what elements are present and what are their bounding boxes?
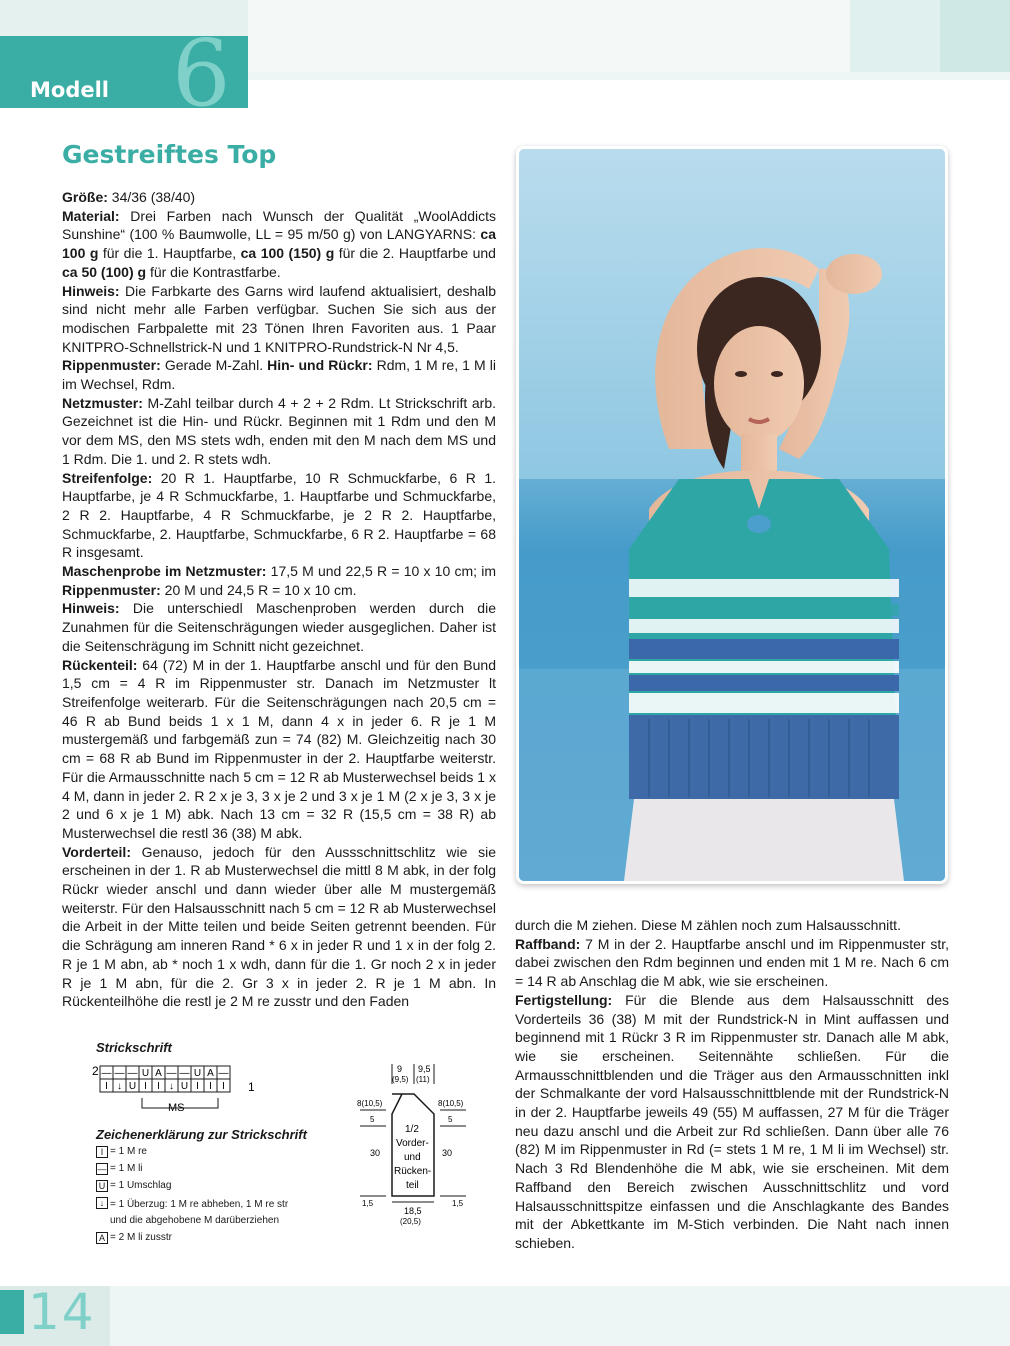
paragraph-material: Material: Drei Farben nach Wunsch der Qualität „WoolAddicts Sunshine“ (100 % Baumwolle, LL = 95 m/50 g) von LANGYARNS: ca 100 g für die 1. Hauptfarbe, ca 100 (150) g für die 2. Hauptfarbe und ca 50 (100) g für die Kontrastfarbe. [62,207,496,280]
right-text-column [515,916,949,1253]
chart-grid [100,1066,230,1092]
paragraph-stripes: Streifenfolge: 20 R 1. Hauptfarbe, 10 R Schmuckfarbe, 6 R 1. Hauptfarbe, je 4 R Schmuckfarbe, 1. Hauptfarbe und Schmuckfarbe, 2 R 2. Hauptfarbe, 4 R Schmuckfarbe, je 2 R 2. Hauptfarbe, Schmuckfarbe, 2. Hauptfarbe, Schmuckfarbe, 6 R 2. Hauptfarbe = 68 R insgesamt. [62,469,496,561]
legend-item-slip-over: ↓ = 1 Überzug: 1 M re abheben, 1 M re str und die abgehobene M darüberziehen [96,1197,306,1229]
schematic-center-line-1: Vorder- [396,1138,429,1149]
header-stripe [940,0,1010,72]
schematic-left-armhole: 8(10,5) [357,1099,383,1108]
chart-cell-symbol: — [179,1068,190,1079]
schematic-right-15: 1,5 [452,1199,464,1208]
chart-cell-symbol: ↓ [117,1081,122,1092]
chart-cell-symbol: ↓ [169,1081,174,1092]
schematic-top-left: 9 [397,1064,403,1074]
model-photo [516,146,948,884]
page-number-bar [0,1290,24,1334]
chart-row-label-2: 2 [92,1064,99,1078]
chart-cell-symbol: — [127,1068,138,1079]
purl-symbol-icon: — [97,1164,107,1174]
chart-cell-symbol: A [207,1068,214,1079]
slip-over-symbol-icon: ↓ [96,1197,108,1209]
chart-row-label-1: 1 [248,1080,255,1094]
legend-item-purl-two: A = 2 M li zusstr [96,1232,172,1244]
purl-two-together-symbol-icon: A [96,1232,108,1244]
left-text-column [62,188,496,1011]
legend-title: Zeichenerklärung zur Strickschrift [96,1127,307,1142]
chart-cell-symbol: I [209,1081,212,1092]
chart-cell-symbol: U [193,1068,202,1079]
chart-cell-symbol: I [105,1081,108,1092]
schematic-right-5: 5 [448,1115,453,1124]
schematic-top-left-sub: (9,5) [392,1075,409,1084]
chart-cell-symbol: U [128,1081,137,1092]
schematic-top-right-sub: (11) [416,1075,430,1084]
model-photo-illustration [519,149,945,881]
footer-band [0,1283,1010,1346]
chart-cell-symbol: I [157,1081,160,1092]
schematic-bottom: 18,5 [404,1206,422,1216]
knitting-chart [90,1062,270,1116]
paragraph-size: Größe: 34/36 (38/40) [62,189,196,205]
schematic-right-armhole: 8(10,5) [438,1099,464,1108]
garment-schematic [356,1060,476,1230]
schematic-right-30: 30 [442,1148,453,1158]
legend-item-purl: — = 1 M li [97,1163,143,1174]
page-title: Gestreiftes Top [62,140,277,169]
schematic-left-5: 5 [370,1115,375,1124]
paragraph-back: Rückenteil: 64 (72) M in der 1. Hauptfarbe anschl und für den Bund 1,5 cm = 4 R im Rippenmuster str. Danach im Netzmuster lt Streifenfolge weiterarb. Für die Seitenschrägungen nach 20,5 cm = 46 R ab Bund beids 1 x 1 M, dann 4 x in jeder 6. R je 1 M mustergemäß und farbgemäß zun = 74 (82) M. Gleichzeitig nach 30 cm = 68 R ab Bund im Rippenmuster in der 2. Hauptfarbe weiterstr. Für die Armausschnitte nach 5 cm = 12 R ab Musterwechsel beids 1 x 4 M, dann in jeder 2. R 2 x je 3, 3 x je 2 und 3 x je 1 M (2 x je 3, 3 x je 2 und 6 x je 1 M) abk. Nach 13 cm = 32 R (15,5 cm = 38 R) ab Musterwechsel die restl 36 (38) M abk. [62,656,496,841]
paragraph-finishing: Fertigstellung: Für die Blende aus dem Halsausschnitt des Vorderteils 36 (38) M mit der Rundstrick-N in Mint auffassen und beginnend mit 1 Rückr 3 R im Rippenmuster str. Danach alle M abk, wie sie erscheinen. Seitennähte schließen. Für die Armausschnittblenden und die Träger aus den Armausschnitten inkl der Schmalkante der vord Halsausschnittblende mit der Rundstrick-N in der 2. Hauptfarbe jeweils 49 (55) M auffassen, 27 M für die Träger neu dazu anschl und die Arbeit zur Rd schließen. Dann über alle 76 (82) M im Rippenmuster in Rd (= stets 1 M re, 1 M li im Wechsel) str. Nach 3 Rd Blendenhöhe die M abk, wie sie erscheinen. Mit dem Raffband den Bereich zwischen Ausschnittschlitz und vord Halsausschnittspitze einfassen und die Anschlagkante des Bandes mit der Abkettkante im M-Stich verbinden. Die Naht nach innen schieben. [515,991,949,1251]
paragraph-band: Raffband: 7 M in der 2. Hauptfarbe anschl und im Rippenmuster str, dabei zwischen den Rdm beginnen und enden mit 1 M re. Nach 6 cm = 14 R ab Anschlag die M abk, wie sie erscheinen. [515,935,949,990]
paragraph-hint-2: Hinweis: Die unterschiedl Maschenproben werden durch die Zunahmen für die Seitenschrägungen wieder ausgeglichen. Daher ist die Seitenschrägung im Schnitt nicht gezeichnet. [62,600,496,654]
paragraph-net-pattern: Netzmuster: M-Zahl teilbar durch 4 + 2 + 2 Rdm. Lt Strickschrift arb. Gezeichnet ist die Hin- und Rückr. Beginnen mit 1 Rdm und den M vor dem MS, den MS stets wdh, enden mit den M nach dem MS und 1 Rdm. Die 1. und 2. R stets wdh. [62,394,496,467]
chart-cell-symbol: — [101,1068,112,1079]
schematic-center-half: 1/2 [405,1124,419,1135]
chart-cell-symbol: A [155,1068,162,1079]
yarn-over-symbol-icon: U [96,1180,108,1192]
schematic-left-15: 1,5 [362,1199,374,1208]
paragraph-hint: Hinweis: Die Farbkarte des Garns wird laufend aktualisiert, deshalb sind nicht mehr alle Farben verfügbar. Suchen Sie sich aus der modischen Farbpalette mit 23 Tönen Ihren Favoriten aus. 1 Paar KNITPRO-Schnellstrick-N und 1 KNITPRO-Rundstrick-N Nr 4,5. [62,282,496,355]
paragraph-front: Vorderteil: Genauso, jedoch für den Aussschnittschlitz wie sie erscheinen in der 1. R ab Musterwechsel die mittl 8 M abk, in der folg Rückr wieder anschl und dann wieder über alle M mustergemäß weiterstr. Für den Halsausschnitt nach 5 cm = 12 R ab Musterwechsel die Arbeit in der Mitte teilen und beide Seiten getrennt beenden. Für die Schrägung am inneren Rand * 6 x in jeder R und 1 x in der folg 2. R je 1 M abn, ab * noch 1 x wdh, dann für die 1. Gr noch 2 x in jeder R je 1 M abn, für die 2. Gr 3 x in jeder 2. R je 1 M abn. In Rückenteilhöhe die restl je 2 M re zusstr und den Faden [62,843,496,1010]
paragraph-continued: durch die M ziehen. Diese M zählen noch zum Halsausschnitt. [515,917,901,933]
schematic-top-right: 9,5 [418,1064,431,1074]
schematic-center-line-3: Rücken- [394,1166,432,1177]
page-number: 14 [28,1283,96,1341]
schematic-bottom-sub: (20,5) [400,1217,421,1226]
chart-title: Strickschrift [96,1040,172,1055]
chart-cell-symbol: I [196,1081,199,1092]
modell-label: Modell [30,78,109,102]
chart-cell-symbol: — [166,1068,177,1079]
chart-cell-symbol: U [180,1081,189,1092]
legend-item-yarn-over: U = 1 Umschlag [96,1180,171,1192]
chart-cell-symbol: — [218,1068,229,1079]
knit-symbol-icon: I [96,1146,108,1158]
legend-item-knit: I = 1 M re [96,1146,147,1158]
schematic-center-line-2: und [404,1152,421,1163]
paragraph-gauge: Maschenprobe im Netzmuster: 17,5 M und 22,5 R = 10 x 10 cm; im Rippenmuster: 20 M und 24,5 R = 10 x 10 cm. [62,563,496,598]
schematic-center-line-4: teil [406,1180,419,1191]
schematic-left-30: 30 [370,1148,381,1158]
paragraph-rib-pattern: Rippenmuster: Gerade M-Zahl. Hin- und Rückr: Rdm, 1 M re, 1 M li im Wechsel, Rdm. [62,357,496,393]
chart-cell-symbol: I [144,1081,147,1092]
chart-cell-symbol: I [222,1081,225,1092]
chart-repeat-label: MS [168,1102,185,1114]
chart-cell-symbol: U [141,1068,150,1079]
modell-number: 6 [172,20,231,127]
chart-cell-symbol: — [114,1068,125,1079]
